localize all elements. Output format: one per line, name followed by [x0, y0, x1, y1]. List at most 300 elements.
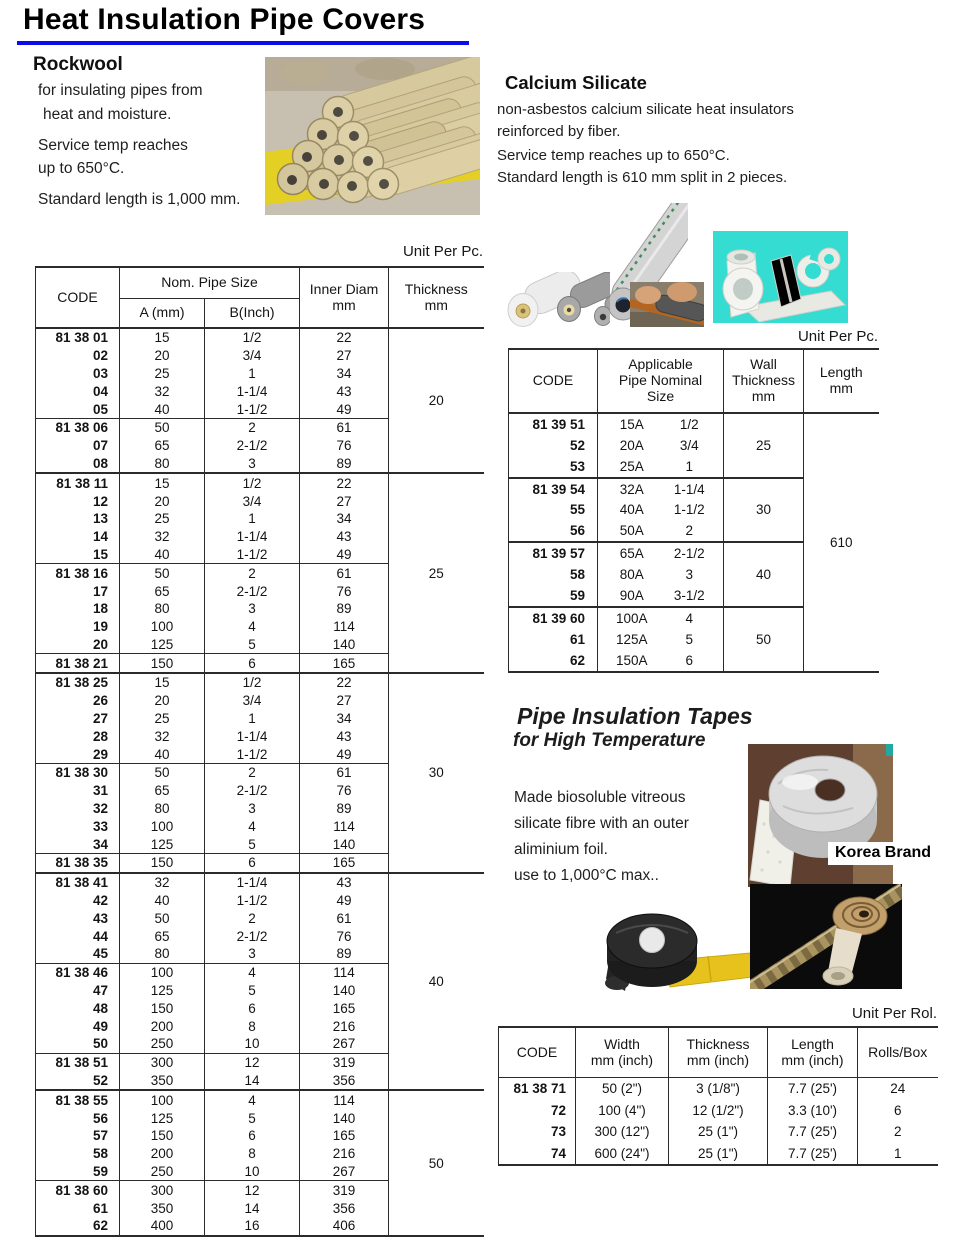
a-mm-cell: 40	[120, 400, 205, 418]
b-inch-cell: 3/4	[205, 692, 300, 710]
b-inch-cell: 2	[205, 564, 300, 582]
code-cell: 81 38 16	[36, 564, 120, 582]
code-cell: 42	[92, 893, 108, 909]
inner-diam-cell: 76	[300, 927, 389, 945]
page-title: Heat Insulation Pipe Covers	[17, 3, 469, 45]
thickness-cell: 25	[389, 473, 484, 673]
inner-diam-cell: 34	[300, 510, 389, 528]
code-cell: 12	[92, 493, 108, 509]
pipe-size-cell: 40A 1-1/2	[598, 500, 724, 521]
code-cell: 03	[92, 365, 108, 381]
inner-diam-cell: 267	[300, 1163, 389, 1181]
b-inch-cell: 1	[205, 510, 300, 528]
b-inch-cell: 2-1/2	[205, 927, 300, 945]
b-inch-cell: 1-1/4	[205, 382, 300, 400]
black-tape-roll-photo	[598, 903, 756, 993]
code-cell: 55	[569, 502, 585, 518]
tapes-unit-label: Unit Per Rol.	[851, 1005, 937, 1022]
a-mm-cell: 65	[120, 927, 205, 945]
b-inch-cell: 1-1/2	[205, 892, 300, 910]
inner-diam-cell: 27	[300, 692, 389, 710]
inner-diam-cell: 43	[300, 382, 389, 400]
inner-diam-cell: 49	[300, 892, 389, 910]
code-cell: 26	[92, 693, 108, 709]
a-mm-cell: 80	[120, 945, 205, 963]
inner-diam-cell: 165	[300, 1127, 389, 1145]
b-inch-cell: 1-1/4	[205, 728, 300, 746]
code-cell: 61	[569, 631, 585, 647]
code-cell: 56	[569, 523, 585, 539]
code-cell: 13	[92, 511, 108, 527]
inner-diam-cell: 165	[300, 654, 389, 673]
code-cell: 44	[92, 928, 108, 944]
code-cell: 81 39 54	[509, 478, 598, 500]
inner-diam-cell: 43	[300, 873, 389, 892]
a-mm-cell: 65	[120, 437, 205, 455]
code-cell: 62	[92, 1218, 108, 1234]
code-cell: 81 39 60	[509, 607, 598, 629]
a-mm-cell: 250	[120, 1035, 205, 1053]
wrapped-pipe-tape-photo	[750, 884, 902, 989]
calcium-table	[508, 348, 879, 673]
thickness-cell: 30	[389, 673, 484, 873]
length-cell: 3.3 (10')	[768, 1100, 858, 1122]
b-inch-cell: 4	[205, 818, 300, 836]
code-cell: 81 38 25	[36, 673, 120, 692]
inner-diam-cell: 216	[300, 1017, 389, 1035]
col-header-wall-thickness: Wall Thickness mm	[724, 349, 804, 413]
inner-diam-cell: 22	[300, 473, 389, 492]
pipe-size-cell: 20A 3/4	[598, 435, 724, 456]
inner-diam-cell: 89	[300, 455, 389, 474]
col-header-length: Length mm (inch)	[768, 1027, 858, 1078]
a-mm-cell: 20	[120, 492, 205, 510]
b-inch-cell: 1	[205, 710, 300, 728]
tapes-line: aliminium foil.	[514, 841, 608, 858]
width-cell: 600 (24")	[576, 1143, 669, 1166]
code-cell: 08	[92, 455, 108, 471]
table-row	[36, 873, 484, 892]
inner-diam-cell: 114	[300, 818, 389, 836]
b-inch-cell: 6	[205, 1127, 300, 1145]
rockwool-heading: Rockwool	[33, 54, 123, 75]
inner-diam-cell: 140	[300, 1109, 389, 1127]
b-inch-cell: 1/2	[205, 328, 300, 347]
rolls-cell: 1	[858, 1143, 938, 1166]
width-cell: 300 (12")	[576, 1121, 669, 1143]
inner-diam-cell: 114	[300, 963, 389, 981]
code-cell: 34	[92, 836, 108, 852]
code-cell: 43	[92, 910, 108, 926]
a-mm-cell: 125	[120, 636, 205, 654]
table-row	[36, 1090, 484, 1109]
pipe-size-cell: 125A 5	[598, 629, 724, 650]
inner-diam-cell: 319	[300, 1181, 389, 1199]
inner-diam-cell: 165	[300, 999, 389, 1017]
foil-tape-roll-photo	[748, 744, 893, 887]
code-cell: 15	[92, 546, 108, 562]
rockwool-line: heat and moisture.	[43, 106, 172, 123]
thickness-cell: 20	[389, 328, 484, 473]
inner-diam-cell: 76	[300, 782, 389, 800]
tapes-table-grid	[498, 1026, 938, 1166]
a-mm-cell: 15	[120, 328, 205, 347]
wall-thickness-cell: 40	[724, 542, 804, 607]
inner-diam-cell: 165	[300, 854, 389, 873]
a-mm-cell: 350	[120, 1072, 205, 1091]
inner-diam-cell: 140	[300, 835, 389, 853]
code-cell: 27	[92, 711, 108, 727]
code-cell: 04	[92, 383, 108, 399]
rockwool-line: up to 650°C.	[38, 160, 125, 177]
calcium-table-grid	[508, 348, 879, 673]
col-header-pipe-size: Applicable Pipe Nominal Size	[598, 349, 724, 413]
rockwool-line: for insulating pipes from	[38, 82, 203, 99]
a-mm-cell: 25	[120, 710, 205, 728]
tapes-description	[514, 789, 689, 893]
length-cell: 7.7 (25')	[768, 1121, 858, 1143]
b-inch-cell: 14	[205, 1072, 300, 1091]
a-mm-cell: 50	[120, 418, 205, 436]
code-cell: 28	[92, 728, 108, 744]
calcium-line: Service temp reaches up to 650°C.	[497, 147, 730, 164]
b-inch-cell: 4	[205, 1090, 300, 1109]
code-cell: 81 38 41	[36, 873, 120, 892]
a-mm-cell: 300	[120, 1181, 205, 1199]
a-mm-cell: 80	[120, 800, 205, 818]
b-inch-cell: 6	[205, 854, 300, 873]
a-mm-cell: 250	[120, 1163, 205, 1181]
code-cell: 81 38 35	[36, 854, 120, 873]
b-inch-cell: 2	[205, 764, 300, 782]
length-cell: 7.7 (25')	[768, 1143, 858, 1166]
a-mm-cell: 200	[120, 1145, 205, 1163]
inner-diam-cell: 356	[300, 1072, 389, 1091]
col-header-nom-pipe-size: Nom. Pipe Size	[120, 267, 300, 299]
inner-diam-cell: 34	[300, 365, 389, 383]
thickness-cell: 25 (1")	[669, 1121, 768, 1143]
inner-diam-cell: 34	[300, 710, 389, 728]
a-mm-cell: 150	[120, 999, 205, 1017]
pipe-size-cell: 25A 1	[598, 456, 724, 478]
code-cell: 58	[92, 1146, 108, 1162]
inner-diam-cell: 27	[300, 492, 389, 510]
a-mm-cell: 80	[120, 455, 205, 474]
code-cell: 59	[92, 1164, 108, 1179]
thickness-cell: 50	[389, 1090, 484, 1235]
b-inch-cell: 2-1/2	[205, 437, 300, 455]
b-inch-cell: 12	[205, 1181, 300, 1199]
a-mm-cell: 15	[120, 673, 205, 692]
b-inch-cell: 3	[205, 455, 300, 474]
calcium-heading: Calcium Silicate	[505, 72, 647, 93]
inner-diam-cell: 140	[300, 636, 389, 654]
b-inch-cell: 12	[205, 1053, 300, 1071]
code-cell: 57	[92, 1128, 108, 1144]
rolls-cell: 2	[858, 1121, 938, 1143]
code-cell: 74	[550, 1145, 566, 1161]
b-inch-cell: 3	[205, 945, 300, 963]
a-mm-cell: 100	[120, 1090, 205, 1109]
inner-diam-cell: 61	[300, 764, 389, 782]
a-mm-cell: 40	[120, 546, 205, 564]
code-cell: 19	[92, 619, 108, 635]
code-cell: 45	[92, 946, 108, 962]
a-mm-cell: 300	[120, 1053, 205, 1071]
code-cell: 62	[569, 652, 585, 668]
a-mm-cell: 150	[120, 1127, 205, 1145]
rolls-cell: 6	[858, 1100, 938, 1122]
code-cell: 59	[569, 588, 585, 604]
b-inch-cell: 1	[205, 365, 300, 383]
b-inch-cell: 1-1/2	[205, 745, 300, 763]
rockwool-description	[38, 82, 240, 211]
b-inch-cell: 10	[205, 1163, 300, 1181]
col-header-length: Length mm	[804, 349, 879, 413]
b-inch-cell: 4	[205, 963, 300, 981]
b-inch-cell: 3	[205, 600, 300, 618]
rockwool-table	[35, 266, 484, 1237]
pipe-size-cell: 50A 2	[598, 520, 724, 542]
a-mm-cell: 150	[120, 854, 205, 873]
inner-diam-cell: 43	[300, 728, 389, 746]
a-mm-cell: 100	[120, 818, 205, 836]
code-cell: 72	[550, 1102, 566, 1118]
code-cell: 47	[92, 983, 108, 999]
table-row	[499, 1078, 938, 1100]
code-cell: 61	[92, 1200, 108, 1216]
inner-diam-cell: 22	[300, 673, 389, 692]
a-mm-cell: 400	[120, 1217, 205, 1236]
a-mm-cell: 65	[120, 582, 205, 600]
b-inch-cell: 14	[205, 1199, 300, 1217]
tapes-line: Made biosoluble vitreous	[514, 789, 686, 806]
code-cell: 31	[92, 783, 108, 799]
code-cell: 81 38 21	[36, 654, 120, 673]
inner-diam-cell: 267	[300, 1035, 389, 1053]
col-header-b-inch: B(Inch)	[205, 299, 300, 329]
pipe-size-cell: 100A 4	[598, 607, 724, 629]
a-mm-cell: 15	[120, 473, 205, 492]
a-mm-cell: 80	[120, 600, 205, 618]
b-inch-cell: 3/4	[205, 492, 300, 510]
code-cell: 18	[92, 601, 108, 617]
code-cell: 81 38 51	[36, 1053, 120, 1071]
a-mm-cell: 40	[120, 892, 205, 910]
b-inch-cell: 10	[205, 1035, 300, 1053]
tapes-heading: Pipe Insulation Tapes	[517, 703, 753, 729]
thickness-cell: 25 (1")	[669, 1143, 768, 1166]
code-cell: 29	[92, 746, 108, 762]
code-cell: 81 38 01	[36, 328, 120, 347]
calcium-line: non-asbestos calcium silicate heat insulators	[497, 101, 794, 118]
inner-diam-cell: 49	[300, 546, 389, 564]
inner-diam-cell: 43	[300, 528, 389, 546]
rockwool-line: Standard length is 1,000 mm.	[38, 191, 241, 208]
col-header-thickness: Thickness mm (inch)	[669, 1027, 768, 1078]
b-inch-cell: 6	[205, 999, 300, 1017]
code-cell: 17	[92, 583, 108, 599]
a-mm-cell: 40	[120, 745, 205, 763]
pipe-size-cell: 90A 3-1/2	[598, 585, 724, 607]
code-cell: 53	[569, 458, 585, 474]
a-mm-cell: 32	[120, 528, 205, 546]
code-cell: 07	[92, 438, 108, 454]
a-mm-cell: 32	[120, 382, 205, 400]
inner-diam-cell: 22	[300, 328, 389, 347]
code-cell: 32	[92, 801, 108, 817]
thickness-cell: 40	[389, 873, 484, 1091]
col-header-a-mm: A (mm)	[120, 299, 205, 329]
code-cell: 81 38 30	[36, 764, 120, 782]
code-cell: 81 39 57	[509, 542, 598, 564]
inner-diam-cell: 319	[300, 1053, 389, 1071]
table-row	[36, 328, 484, 347]
b-inch-cell: 1-1/2	[205, 400, 300, 418]
table-row	[36, 473, 484, 492]
b-inch-cell: 8	[205, 1145, 300, 1163]
b-inch-cell: 2	[205, 910, 300, 928]
calcium-line: Standard length is 610 mm split in 2 pieces.	[497, 169, 788, 186]
b-inch-cell: 1-1/4	[205, 528, 300, 546]
a-mm-cell: 20	[120, 347, 205, 365]
b-inch-cell: 8	[205, 1017, 300, 1035]
b-inch-cell: 2-1/2	[205, 582, 300, 600]
code-cell: 73	[550, 1124, 566, 1140]
inner-diam-cell: 114	[300, 618, 389, 636]
table-row	[36, 673, 484, 692]
code-cell: 81 38 46	[36, 963, 120, 981]
code-cell: 48	[92, 1000, 108, 1016]
a-mm-cell: 125	[120, 1109, 205, 1127]
tapes-subheading: for High Temperature	[513, 730, 706, 751]
width-cell: 50 (2")	[576, 1078, 669, 1100]
table-row	[509, 413, 879, 435]
korea-brand-label: Korea Brand	[828, 842, 938, 865]
code-cell: 52	[92, 1073, 108, 1089]
thickness-cell: 12 (1/2")	[669, 1100, 768, 1122]
col-header-code: CODE	[532, 372, 574, 389]
pipe-size-cell: 32A 1-1/4	[598, 478, 724, 500]
wall-thickness-cell: 25	[724, 413, 804, 478]
calcium-description	[497, 101, 794, 191]
calcium-unit-label: Unit Per Pc.	[797, 328, 878, 345]
a-mm-cell: 100	[120, 618, 205, 636]
b-inch-cell: 16	[205, 1217, 300, 1236]
a-mm-cell: 25	[120, 510, 205, 528]
table-row	[499, 1121, 938, 1143]
b-inch-cell: 1/2	[205, 473, 300, 492]
col-header-inner-diam: Inner Diam mm	[300, 267, 389, 328]
code-cell: 81 38 11	[36, 473, 120, 492]
col-header-width: Width mm (inch)	[576, 1027, 669, 1078]
inner-diam-cell: 76	[300, 582, 389, 600]
thickness-cell: 3 (1/8")	[669, 1078, 768, 1100]
inner-diam-cell: 61	[300, 910, 389, 928]
b-inch-cell: 5	[205, 1109, 300, 1127]
rockwool-unit-label: Unit Per Pc.	[402, 243, 483, 260]
b-inch-cell: 6	[205, 654, 300, 673]
calcium-products-photo	[713, 231, 848, 323]
a-mm-cell: 150	[120, 654, 205, 673]
code-cell: 14	[92, 529, 108, 545]
rockwool-line: Service temp reaches	[38, 137, 188, 154]
inner-diam-cell: 356	[300, 1199, 389, 1217]
code-cell: 81 38 71	[513, 1081, 566, 1097]
inner-diam-cell: 61	[300, 564, 389, 582]
code-cell: 05	[92, 401, 108, 417]
tapes-line: use to 1,000°C max..	[514, 867, 659, 884]
wall-thickness-cell: 50	[724, 607, 804, 672]
a-mm-cell: 125	[120, 982, 205, 1000]
calcium-installation-photo	[630, 282, 704, 327]
rockwool-photo	[265, 57, 480, 215]
rolls-cell: 24	[858, 1078, 938, 1100]
col-header-rolls-box: Rolls/Box	[858, 1027, 938, 1078]
code-cell: 81 39 51	[509, 413, 598, 435]
b-inch-cell: 3	[205, 800, 300, 818]
a-mm-cell: 32	[120, 873, 205, 892]
a-mm-cell: 100	[120, 963, 205, 981]
table-row	[499, 1100, 938, 1122]
code-cell: 49	[92, 1018, 108, 1034]
b-inch-cell: 1/2	[205, 673, 300, 692]
inner-diam-cell: 76	[300, 437, 389, 455]
code-cell: 56	[92, 1110, 108, 1126]
b-inch-cell: 5	[205, 636, 300, 654]
table-row	[499, 1143, 938, 1166]
code-cell: 58	[569, 567, 585, 583]
calcium-line: reinforced by fiber.	[497, 123, 621, 140]
code-cell: 81 38 60	[36, 1181, 120, 1199]
inner-diam-cell: 216	[300, 1145, 389, 1163]
code-cell: 52	[569, 437, 585, 453]
code-cell: 81 38 06	[36, 418, 120, 436]
inner-diam-cell: 89	[300, 800, 389, 818]
col-header-code: CODE	[499, 1027, 576, 1078]
col-header-thickness: Thickness mm	[389, 267, 484, 328]
code-cell: 50	[92, 1036, 108, 1052]
a-mm-cell: 65	[120, 782, 205, 800]
inner-diam-cell: 89	[300, 945, 389, 963]
pipe-size-cell: 15A 1/2	[598, 413, 724, 435]
wall-thickness-cell: 30	[724, 478, 804, 543]
code-cell: 20	[92, 636, 108, 652]
inner-diam-cell: 27	[300, 347, 389, 365]
b-inch-cell: 2-1/2	[205, 782, 300, 800]
a-mm-cell: 50	[120, 910, 205, 928]
a-mm-cell: 20	[120, 692, 205, 710]
a-mm-cell: 32	[120, 728, 205, 746]
code-cell: 02	[92, 348, 108, 364]
tapes-table	[498, 1026, 938, 1166]
inner-diam-cell: 114	[300, 1090, 389, 1109]
a-mm-cell: 25	[120, 365, 205, 383]
b-inch-cell: 1-1/2	[205, 546, 300, 564]
length-cell: 7.7 (25')	[768, 1078, 858, 1100]
b-inch-cell: 4	[205, 618, 300, 636]
rockwool-table-grid	[35, 266, 484, 1237]
col-header-code: CODE	[57, 288, 98, 305]
inner-diam-cell: 49	[300, 745, 389, 763]
inner-diam-cell: 49	[300, 400, 389, 418]
b-inch-cell: 2	[205, 418, 300, 436]
inner-diam-cell: 89	[300, 600, 389, 618]
a-mm-cell: 50	[120, 764, 205, 782]
inner-diam-cell: 61	[300, 418, 389, 436]
a-mm-cell: 50	[120, 564, 205, 582]
tapes-line: silicate fibre with an outer	[514, 815, 689, 832]
